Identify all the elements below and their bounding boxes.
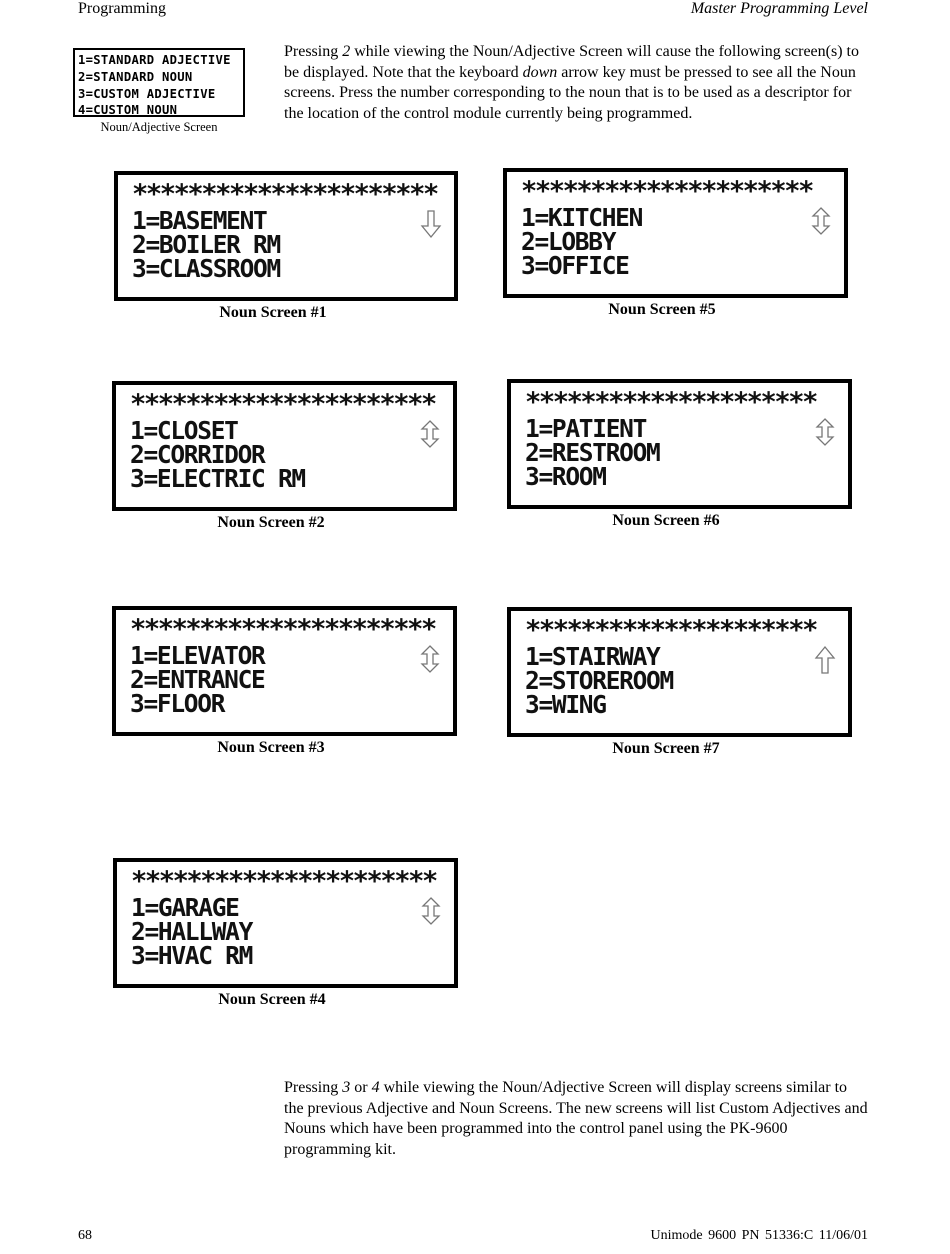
menu-line: 2=STANDARD NOUN bbox=[78, 69, 193, 84]
lcd-line: 1=CLOSET bbox=[130, 416, 238, 445]
lcd-line: 3=ELECTRIC RM bbox=[130, 464, 305, 493]
up-arrow-icon bbox=[814, 645, 836, 675]
lcd-line: 1=GARAGE bbox=[131, 893, 239, 922]
up-down-arrow-icon bbox=[419, 419, 441, 449]
noun-screen-2 bbox=[112, 381, 457, 511]
lcd-line: 2=RESTROOM bbox=[525, 438, 660, 467]
lcd-line: 1=ELEVATOR bbox=[130, 641, 265, 670]
noun-screen-4 bbox=[113, 858, 458, 988]
intro-key: 2 bbox=[342, 43, 351, 60]
lcd-line: 1=STAIRWAY bbox=[525, 642, 660, 671]
noun-screen-5 bbox=[503, 168, 848, 298]
lcd-line: 1=PATIENT bbox=[525, 414, 647, 443]
lcd-stars: ********************** bbox=[130, 389, 435, 420]
intro-text: arrow key must be pressed to see all the Noun screens. Press the number corresponding to the noun that is to be used as a descriptor for the location of the control module currently being programmed. bbox=[284, 63, 856, 122]
noun-screen-6 bbox=[507, 379, 852, 509]
noun-screen-caption: Noun Screen #3 bbox=[217, 739, 325, 756]
lcd-line: 2=BOILER RM bbox=[132, 230, 280, 259]
noun-screen-caption: Noun Screen #6 bbox=[612, 512, 720, 529]
lcd-stars: ********************** bbox=[130, 614, 435, 645]
intro-key: down bbox=[522, 63, 558, 81]
noun-screen-caption: Noun Screen #4 bbox=[218, 991, 326, 1008]
menu-line: 4=CUSTOM NOUN bbox=[78, 103, 178, 118]
running-header-title: Master Programming Level bbox=[690, 0, 868, 17]
page-number: 68 bbox=[78, 1228, 92, 1243]
lcd-line: 3=WING bbox=[525, 690, 606, 719]
lcd-line: 3=HVAC RM bbox=[131, 941, 253, 970]
lcd-stars: ********************** bbox=[132, 179, 437, 210]
up-down-arrow-icon bbox=[420, 896, 442, 926]
outro-text: while viewing the Noun/Adjective Screen will display screens similar to the previous Adjective and Noun Screens. The new screens will list Custom Adjectives and Nouns which have been programmed into the control panel using the PK-9600 programming kit. bbox=[284, 1079, 868, 1158]
noun-screen-3 bbox=[112, 606, 457, 736]
intro-text: Pressing bbox=[284, 43, 343, 60]
lcd-line: 1=KITCHEN bbox=[521, 203, 643, 232]
lcd-stars: ********************** bbox=[131, 866, 436, 897]
lcd-line: 2=CORRIDOR bbox=[130, 440, 265, 469]
lcd-stars: ********************* bbox=[525, 615, 816, 646]
up-down-arrow-icon bbox=[419, 644, 441, 674]
up-down-arrow-icon bbox=[810, 206, 832, 236]
lcd-line: 2=HALLWAY bbox=[131, 917, 253, 946]
noun-screen-caption: Noun Screen #7 bbox=[612, 740, 720, 757]
lcd-line: 3=OFFICE bbox=[521, 251, 629, 280]
document-id: Unimode 9600 PN 51336:C 11/06/01 bbox=[650, 1228, 868, 1243]
outro-key: 3 bbox=[342, 1079, 351, 1096]
lcd-line: 3=FLOOR bbox=[130, 689, 225, 718]
lcd-line: 1=BASEMENT bbox=[132, 206, 267, 235]
lcd-line: 3=CLASSROOM bbox=[132, 254, 280, 283]
noun-adjective-screen bbox=[73, 48, 245, 117]
lcd-stars: ********************* bbox=[525, 387, 816, 418]
lcd-line: 2=LOBBY bbox=[521, 227, 616, 256]
menu-line: 1=STANDARD ADJECTIVE bbox=[78, 53, 231, 67]
noun-screen-caption: Noun Screen #5 bbox=[608, 301, 716, 318]
intro-text: while viewing the Noun/Adjective Screen will cause the following screen(s) to be displayed. Note that the keyboard bbox=[284, 43, 859, 81]
noun-screen-caption: Noun Screen #1 bbox=[219, 304, 327, 321]
noun-adjective-screen-caption: Noun/Adjective Screen bbox=[100, 120, 218, 134]
menu-line: 3=CUSTOM ADJECTIVE bbox=[78, 86, 216, 101]
outro-text: or bbox=[350, 1079, 372, 1096]
lcd-line: 3=ROOM bbox=[525, 462, 606, 491]
up-down-arrow-icon bbox=[814, 417, 836, 447]
lcd-line: 2=ENTRANCE bbox=[130, 665, 265, 694]
intro-paragraph bbox=[284, 42, 868, 124]
running-header-section: Programming bbox=[78, 0, 166, 17]
down-arrow-icon bbox=[420, 209, 442, 239]
noun-screen-1 bbox=[114, 171, 458, 301]
noun-screen-7 bbox=[507, 607, 852, 737]
noun-screen-caption: Noun Screen #2 bbox=[217, 514, 325, 531]
lcd-line: 2=STOREROOM bbox=[525, 666, 673, 695]
custom-screens-paragraph bbox=[284, 1078, 868, 1160]
outro-key: 4 bbox=[371, 1079, 380, 1096]
outro-text: Pressing bbox=[284, 1079, 343, 1096]
lcd-stars: ********************* bbox=[521, 176, 812, 207]
